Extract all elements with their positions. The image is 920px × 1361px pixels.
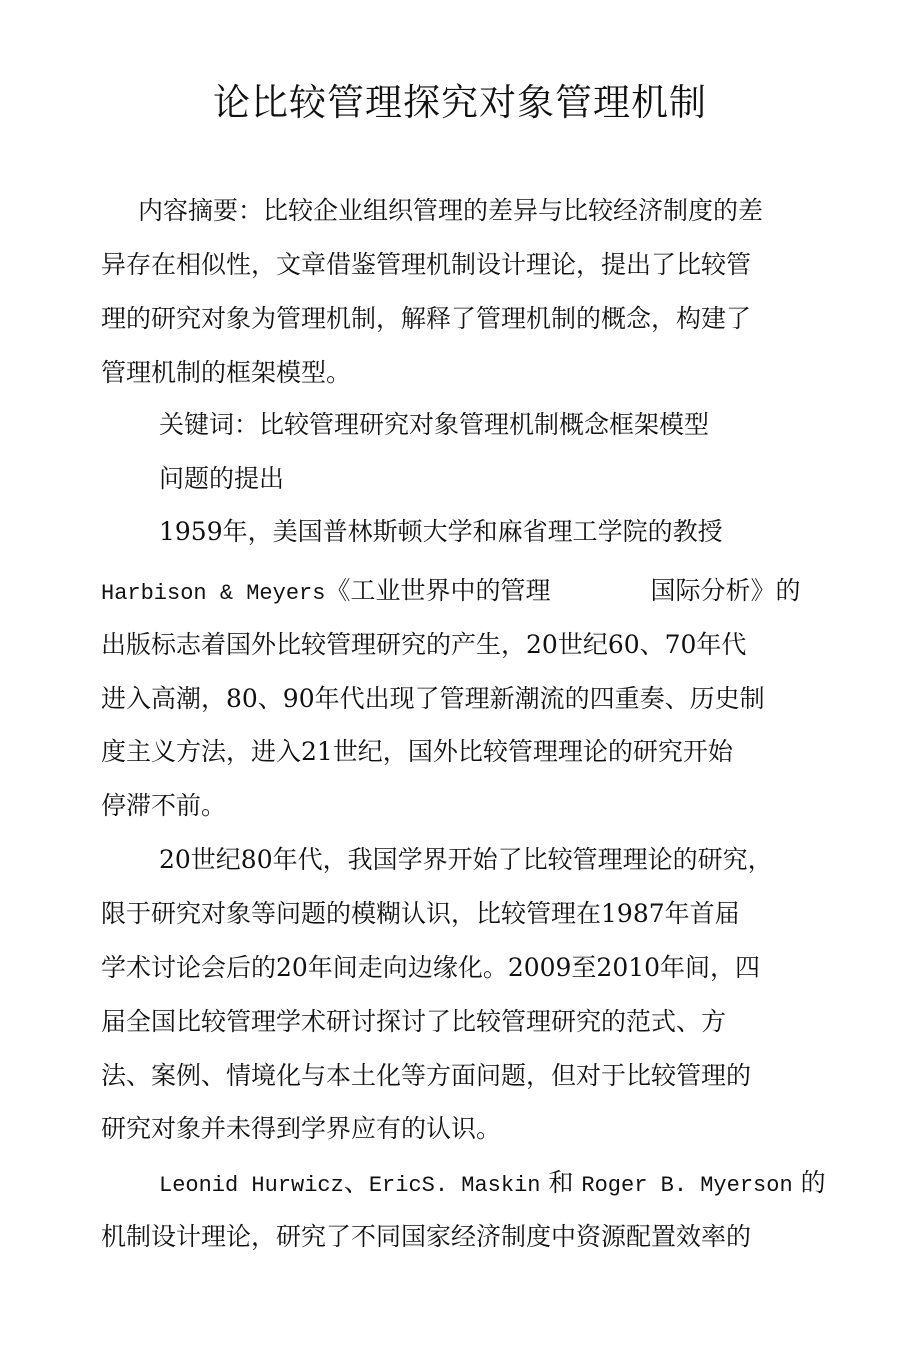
paragraph-line (159, 1166, 826, 1200)
particle: 的 (792, 1168, 826, 1197)
paragraph-line: 学术讨论会后的20年间走向边缘化。2009至2010年间，四 (101, 953, 761, 982)
paragraph-line: 进入高潮，80、90年代出现了管理新潮流的四重奏、历史制 (101, 684, 765, 713)
book-title-part: 《工业世界中的管理 (325, 576, 551, 605)
author-names: Harbison & Meyers (101, 581, 326, 606)
book-title-part: 国际分析》的 (650, 576, 801, 605)
author-name: Leonid Hurwicz (159, 1173, 344, 1198)
paragraph-line: 限于研究对象等问题的模糊认识，比较管理在1987年首届 (101, 899, 740, 928)
paragraph-line: 机制设计理论，研究了不同国家经济制度中资源配置效率的 (101, 1222, 752, 1251)
abstract-line: 异存在相似性，文章借鉴管理机制设计理论，提出了比较管 (101, 250, 752, 279)
paragraph-line: 法、案例、情境化与本土化等方面问题，但对于比较管理的 (101, 1061, 752, 1090)
paragraph-line: 1959年，美国普林斯顿大学和麻省理工学院的教授 (159, 517, 723, 546)
paragraph-line: 停滞不前。 (101, 791, 227, 820)
paragraph-line: 届全国比较管理学术研讨探讨了比较管理研究的范式、方 (101, 1007, 727, 1036)
abstract-line: 内容摘要：比较企业组织管理的差异与比较经济制度的差 (138, 196, 764, 225)
paragraph-line: 出版标志着国外比较管理研究的产生，20世纪60、70年代 (101, 630, 747, 659)
separator: 、 (343, 1168, 369, 1197)
paragraph-line (101, 574, 800, 608)
paragraph-line: 20世纪80年代，我国学界开始了比较管理理论的研究， (159, 845, 773, 874)
abstract-line: 管理机制的框架模型。 (101, 358, 352, 387)
section-heading: 问题的提出 (159, 464, 285, 493)
paragraph-line: 度主义方法，进入21世纪，国外比较管理理论的研究开始 (101, 737, 733, 766)
document-title: 论比较管理探究对象管理机制 (213, 81, 707, 124)
abstract-line: 理的研究对象为管理机制，解释了管理机制的概念，构建了 (101, 304, 752, 333)
author-name: Roger B. Myerson (581, 1173, 793, 1198)
conjunction: 和 (540, 1168, 582, 1197)
author-name: EricS. Maskin (368, 1173, 541, 1198)
keywords-line: 关键词：比较管理研究对象管理机制概念框架模型 (159, 410, 710, 439)
paragraph-line: 研究对象并未得到学界应有的认识。 (101, 1114, 502, 1143)
